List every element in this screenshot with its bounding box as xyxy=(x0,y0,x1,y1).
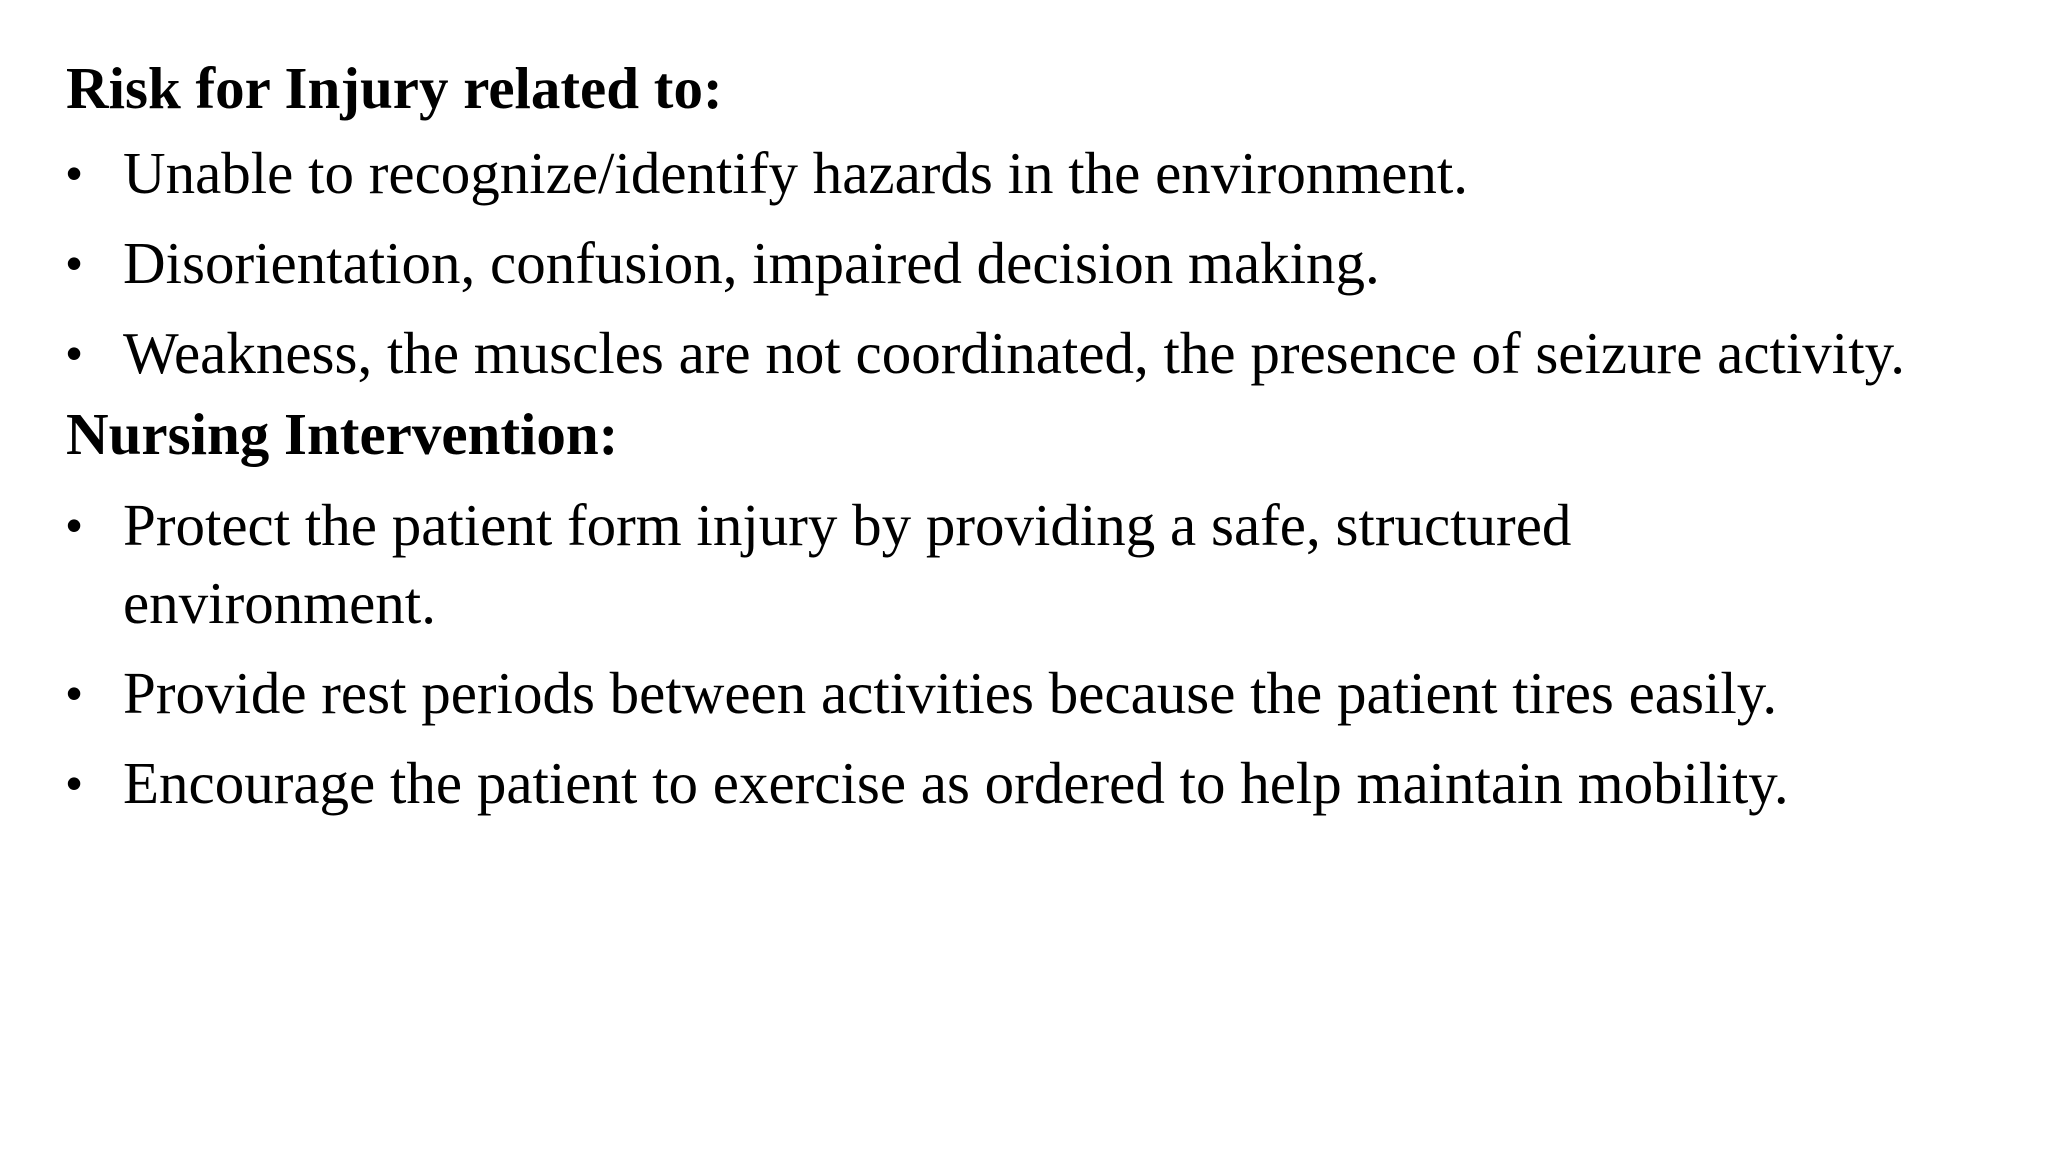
bullet-icon: • xyxy=(66,667,83,719)
list-item xyxy=(66,224,1996,302)
bullet-icon: • xyxy=(66,237,83,289)
section-heading-risk: Risk for Injury related to: xyxy=(66,55,723,121)
list-item xyxy=(66,134,1996,212)
list-item xyxy=(66,744,1996,822)
slide-content xyxy=(66,52,1996,834)
list-item-text: Disorientation, confusion, impaired decision making. xyxy=(123,230,1380,296)
list-item-text: Provide rest periods between activities because the patient tires easily. xyxy=(123,660,1778,726)
risk-section xyxy=(66,52,1996,392)
list-item-text: Unable to recognize/identify hazards in the environment. xyxy=(123,140,1469,206)
list-item-text: Encourage the patient to exercise as ordered to help maintain mobility. xyxy=(123,750,1789,816)
intervention-section xyxy=(66,398,1996,822)
section-heading-intervention: Nursing Intervention: xyxy=(66,401,619,467)
list-item-text: Protect the patient form injury by providing a safe, structured environment. xyxy=(123,492,1572,636)
bullet-icon: • xyxy=(66,147,83,199)
list-item xyxy=(66,654,1996,732)
bullet-icon: • xyxy=(66,327,83,379)
risk-bullet-list xyxy=(66,134,1996,392)
bullet-icon: • xyxy=(66,757,83,809)
list-item xyxy=(66,486,1823,642)
bullet-icon: • xyxy=(66,499,83,551)
intervention-bullet-list xyxy=(66,486,1996,822)
list-item xyxy=(66,314,1923,392)
list-item-text: Weakness, the muscles are not coordinated, the presence of seizure activity. xyxy=(123,320,1906,386)
